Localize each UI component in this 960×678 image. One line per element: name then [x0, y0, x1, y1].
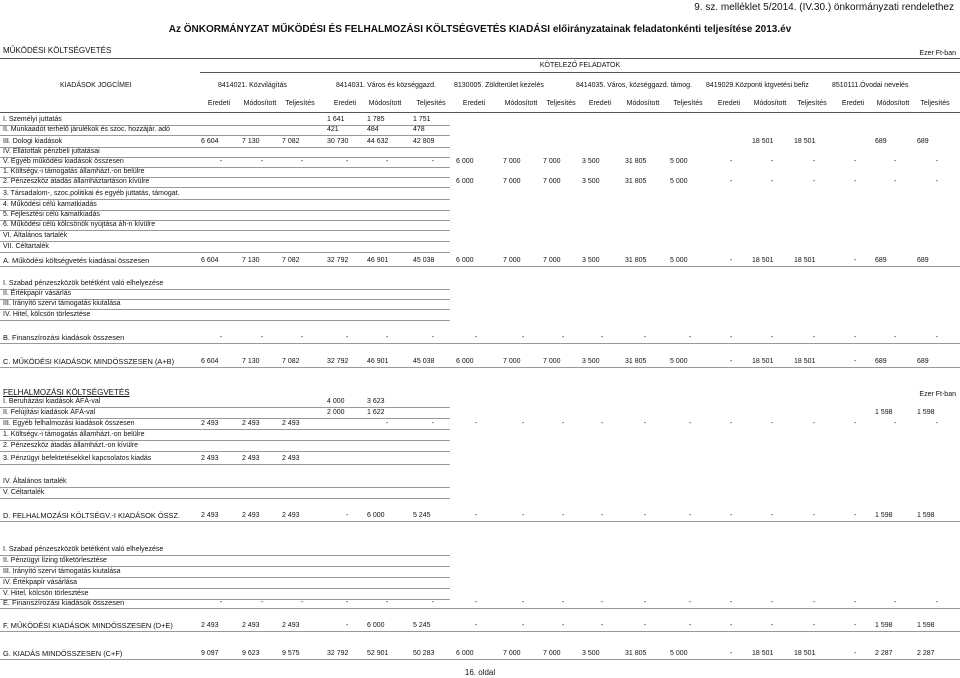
- table-cell: 32 792: [327, 358, 349, 365]
- table-cell: 7 000: [543, 257, 561, 264]
- table-cell: 18 501: [752, 358, 774, 365]
- table-cell: -: [688, 512, 692, 519]
- table-cell: 689: [917, 138, 929, 145]
- table-cell: -: [600, 622, 604, 629]
- table-cell: 6 604: [201, 358, 219, 365]
- table-cell: 42 809: [413, 138, 435, 145]
- table-cell: -: [688, 622, 692, 629]
- table-cell: -: [893, 158, 897, 165]
- column-header: Módosított: [626, 100, 660, 107]
- table-cell: 6 604: [201, 138, 219, 145]
- table-cell: 32 792: [327, 650, 349, 657]
- table-cell: -: [521, 599, 525, 606]
- row-label: 3. Társadalom-, szoc.politikai és egyéb juttatás, támogat.: [3, 190, 180, 197]
- table-cell: -: [853, 650, 857, 657]
- unit-label: Ezer Ft-ban: [919, 50, 956, 57]
- table-cell: 2 493: [201, 512, 219, 519]
- table-cell: -: [770, 599, 774, 606]
- table-cell: -: [893, 420, 897, 427]
- table-cell: -: [853, 257, 857, 264]
- table-cell: 3 500: [582, 358, 600, 365]
- table-cell: -: [521, 622, 525, 629]
- table-cell: 30 730: [327, 138, 349, 145]
- table-cell: 7 000: [543, 650, 561, 657]
- table-cell: 5 000: [670, 650, 688, 657]
- table-cell: 18 501: [752, 257, 774, 264]
- row-label: I. Beruházási kiadások ÁFÁ-val: [3, 398, 101, 405]
- row-divider: [0, 266, 960, 267]
- table-cell: -: [935, 420, 939, 427]
- table-cell: 9 097: [201, 650, 219, 657]
- table-cell: 2 287: [917, 650, 935, 657]
- row-label: II. Felújítási kiadások ÁFÁ-val: [3, 409, 96, 416]
- row-label: IV. Általános tartalék: [3, 478, 67, 485]
- table-cell: -: [385, 420, 389, 427]
- table-cell: -: [431, 599, 435, 606]
- column-header: Teljesítés: [797, 100, 827, 107]
- table-cell: 5 000: [670, 178, 688, 185]
- unit-label-capital: Ezer Ft-ban: [919, 391, 956, 398]
- column-header: Eredeti: [588, 100, 612, 107]
- table-cell: 1 598: [875, 409, 893, 416]
- row-label: VI. Általános tartalék: [3, 232, 68, 239]
- table-cell: -: [770, 334, 774, 341]
- table-cell: 689: [875, 257, 887, 264]
- task-header: 8414021. Közvilágítás: [218, 82, 287, 89]
- table-cell: 2 493: [201, 622, 219, 629]
- table-cell: -: [770, 512, 774, 519]
- table-cell: 4 000: [327, 398, 345, 405]
- table-cell: 2 000: [327, 409, 345, 416]
- table-cell: -: [729, 334, 733, 341]
- table-cell: -: [300, 158, 304, 165]
- table-cell: -: [260, 158, 264, 165]
- table-cell: 45 038: [413, 257, 435, 264]
- table-cell: 2 493: [201, 420, 219, 427]
- row-label: 3. Pénzügyi befektetésekkel kapcsolatos kiadás: [3, 455, 152, 462]
- table-cell: -: [561, 599, 565, 606]
- table-cell: -: [729, 257, 733, 264]
- row-label: V. Céltartalék: [3, 489, 45, 496]
- row-divider: [0, 631, 960, 632]
- table-cell: -: [643, 622, 647, 629]
- table-cell: 7 000: [503, 158, 521, 165]
- page-number: 16. oldal: [464, 668, 496, 677]
- table-cell: 7 000: [503, 358, 521, 365]
- table-cell: -: [474, 420, 478, 427]
- table-cell: 2 493: [242, 455, 260, 462]
- table-cell: -: [474, 622, 478, 629]
- table-cell: 1 785: [367, 116, 385, 123]
- table-cell: -: [260, 599, 264, 606]
- row-label: V. Hitel, kölcsön törlesztése: [3, 590, 89, 597]
- table-cell: -: [521, 420, 525, 427]
- table-cell: -: [431, 158, 435, 165]
- table-cell: 18 501: [794, 257, 816, 264]
- column-header: Módosított: [368, 100, 402, 107]
- table-cell: -: [935, 599, 939, 606]
- table-cell: 52 901: [367, 650, 389, 657]
- table-cell: 1 641: [327, 116, 345, 123]
- table-cell: 7 130: [242, 358, 260, 365]
- table-cell: 31 805: [625, 358, 647, 365]
- table-cell: 3 500: [582, 257, 600, 264]
- table-cell: 2 287: [875, 650, 893, 657]
- table-cell: 18 501: [794, 138, 816, 145]
- table-cell: 3 500: [582, 158, 600, 165]
- table-cell: 18 501: [794, 650, 816, 657]
- row-label: I. Szabad pénzeszközök betétként való elhelyezése: [3, 280, 164, 287]
- column-header: Módosított: [504, 100, 538, 107]
- table-cell: -: [219, 599, 223, 606]
- table-cell: -: [853, 158, 857, 165]
- table-cell: -: [729, 178, 733, 185]
- table-cell: -: [935, 334, 939, 341]
- table-cell: 478: [413, 126, 425, 133]
- table-cell: 7 000: [503, 178, 521, 185]
- table-cell: -: [770, 178, 774, 185]
- task-header: 8414035. Város, községgazd. támog.: [576, 82, 692, 89]
- table-cell: 1 598: [917, 409, 935, 416]
- table-cell: 5 245: [413, 622, 431, 629]
- table-cell: -: [893, 334, 897, 341]
- table-cell: -: [345, 334, 349, 341]
- table-cell: 7 082: [282, 257, 300, 264]
- table-cell: 1 751: [413, 116, 431, 123]
- table-cell: -: [893, 178, 897, 185]
- row-divider: [0, 187, 450, 188]
- table-cell: -: [893, 599, 897, 606]
- column-header: Eredeti: [462, 100, 486, 107]
- table-cell: -: [729, 650, 733, 657]
- table-cell: 3 623: [367, 398, 385, 405]
- table-cell: 689: [917, 358, 929, 365]
- row-divider: [0, 608, 960, 609]
- row-label: 2. Pénzeszköz átadás államháztartáson kívülre: [3, 178, 150, 185]
- row-divider: [0, 252, 450, 253]
- table-cell: 421: [327, 126, 339, 133]
- table-cell: 5 000: [670, 158, 688, 165]
- table-cell: 9 575: [282, 650, 300, 657]
- table-cell: -: [345, 512, 349, 519]
- table-cell: -: [688, 599, 692, 606]
- table-cell: -: [853, 358, 857, 365]
- table-cell: 6 000: [456, 257, 474, 264]
- row-divider: [0, 230, 450, 231]
- table-cell: -: [812, 334, 816, 341]
- table-cell: -: [643, 420, 647, 427]
- table-cell: -: [561, 420, 565, 427]
- table-cell: 7 000: [543, 178, 561, 185]
- table-cell: 7 000: [503, 257, 521, 264]
- table-cell: -: [643, 334, 647, 341]
- row-label: 4. Működési célú kamatkiadás: [3, 201, 97, 208]
- table-cell: -: [431, 420, 435, 427]
- table-cell: 2 493: [242, 622, 260, 629]
- column-header: Módosított: [753, 100, 787, 107]
- table-cell: -: [474, 334, 478, 341]
- task-header: 8419029.Központi ktgvetési befiz: [706, 82, 809, 89]
- table-cell: -: [688, 334, 692, 341]
- table-cell: -: [770, 420, 774, 427]
- table-cell: -: [345, 622, 349, 629]
- row-label: E. Finanszírozási kiadások összesen: [3, 598, 125, 607]
- table-cell: -: [474, 599, 478, 606]
- table-cell: -: [812, 420, 816, 427]
- table-cell: -: [385, 334, 389, 341]
- table-cell: -: [521, 512, 525, 519]
- row-divider: [0, 451, 450, 452]
- row-divider: [0, 498, 450, 499]
- table-cell: -: [219, 158, 223, 165]
- table-cell: 7 130: [242, 138, 260, 145]
- table-cell: 45 038: [413, 358, 435, 365]
- divider: [0, 112, 960, 113]
- table-cell: -: [688, 420, 692, 427]
- table-cell: -: [300, 599, 304, 606]
- task-header: 8130005. Zöldterület kezelés: [454, 82, 544, 89]
- table-cell: -: [219, 334, 223, 341]
- table-cell: -: [853, 512, 857, 519]
- row-label: VII. Céltartalék: [3, 243, 49, 250]
- table-cell: 3 500: [582, 650, 600, 657]
- row-label: D. FELHALMOZÁSI KÖLTSÉGV.-I KIADÁSOK ÖSSZ.: [3, 511, 181, 520]
- row-label: 5. Fejlesztési célú kamatkiadás: [3, 211, 100, 218]
- table-cell: 5 245: [413, 512, 431, 519]
- row-divider: [0, 343, 960, 344]
- table-cell: 3 500: [582, 178, 600, 185]
- table-cell: 2 493: [282, 420, 300, 427]
- row-header: KIADÁSOK JOGCÍMEI: [60, 82, 132, 89]
- row-divider: [0, 135, 450, 136]
- table-cell: -: [600, 420, 604, 427]
- table-cell: 1 598: [917, 512, 935, 519]
- table-cell: -: [812, 158, 816, 165]
- table-cell: -: [729, 512, 733, 519]
- group-header: KÖTELEZŐ FELADATOK: [539, 62, 621, 69]
- divider: [0, 58, 960, 59]
- row-label: V. Egyéb működési kiadások összesen: [3, 158, 124, 165]
- row-divider: [0, 320, 450, 321]
- row-label: II. Munkaadót terhelő járulékok és szoc. hozzájár. adó: [3, 126, 170, 133]
- column-header: Teljesítés: [673, 100, 703, 107]
- table-cell: -: [561, 334, 565, 341]
- row-label: II. Pénzügyi lízing tőketörlesztése: [3, 557, 107, 564]
- divider: [200, 72, 960, 73]
- table-cell: -: [643, 599, 647, 606]
- table-cell: -: [729, 158, 733, 165]
- row-divider: [0, 659, 960, 660]
- table-cell: -: [385, 599, 389, 606]
- table-cell: -: [345, 158, 349, 165]
- table-cell: 5 000: [670, 358, 688, 365]
- table-cell: -: [853, 334, 857, 341]
- row-label: F. MŰKÖDÉSI KIADÁSOK MINDÖSSZESEN (D+E): [3, 621, 173, 630]
- table-cell: 6 000: [456, 178, 474, 185]
- row-label: I. Személyi juttatás: [3, 116, 62, 123]
- table-cell: 31 805: [625, 257, 647, 264]
- row-label: B. Finanszírozási kiadások összesen: [3, 333, 125, 342]
- column-header: Módosított: [876, 100, 910, 107]
- table-cell: -: [729, 599, 733, 606]
- table-cell: 31 805: [625, 178, 647, 185]
- table-cell: 6 000: [456, 650, 474, 657]
- row-label: 1. Költségv.-i támogatás államházt.-on belülre: [3, 168, 145, 175]
- table-cell: -: [729, 358, 733, 365]
- table-cell: -: [770, 158, 774, 165]
- table-cell: 7 000: [503, 650, 521, 657]
- table-cell: 2 493: [242, 420, 260, 427]
- table-cell: -: [812, 512, 816, 519]
- table-cell: 18 501: [752, 650, 774, 657]
- row-label: I. Szabad pénzeszközök betétként való elhelyezése: [3, 546, 164, 553]
- table-cell: 6 000: [456, 158, 474, 165]
- table-cell: 1 622: [367, 409, 385, 416]
- table-cell: -: [812, 178, 816, 185]
- row-divider: [0, 521, 960, 522]
- table-cell: -: [260, 334, 264, 341]
- table-cell: 46 901: [367, 257, 389, 264]
- table-cell: -: [643, 512, 647, 519]
- column-header: Teljesítés: [546, 100, 576, 107]
- task-header: 8414031. Város és községgazd.: [336, 82, 437, 89]
- section-title-capital: FELHALMOZÁSI KÖLTSÉGVETÉS: [3, 388, 130, 397]
- table-cell: -: [853, 420, 857, 427]
- table-cell: 7 082: [282, 138, 300, 145]
- table-cell: 9 623: [242, 650, 260, 657]
- table-cell: 689: [875, 138, 887, 145]
- table-cell: -: [935, 178, 939, 185]
- table-cell: 31 805: [625, 650, 647, 657]
- table-cell: -: [345, 599, 349, 606]
- annex-reference: 9. sz. melléklet 5/2014. (IV.30.) önkormányzati rendelethez: [694, 2, 954, 13]
- table-cell: -: [561, 512, 565, 519]
- row-label: A. Működési költségvetés kiadásai összesen: [3, 256, 150, 265]
- table-cell: 5 000: [670, 257, 688, 264]
- table-cell: 2 493: [282, 512, 300, 519]
- table-cell: -: [521, 334, 525, 341]
- table-cell: 2 493: [282, 622, 300, 629]
- row-label: 1. Költségv.-i támogatás államházt.-on belülre: [3, 431, 145, 438]
- table-cell: 6 000: [367, 512, 385, 519]
- row-label: IV. Hitel, kölcsön törlesztése: [3, 311, 91, 318]
- table-cell: -: [561, 622, 565, 629]
- table-cell: -: [431, 334, 435, 341]
- table-cell: -: [770, 622, 774, 629]
- row-label: III. Irányító szervi támogatás kiutalása: [3, 568, 121, 575]
- row-divider: [0, 241, 450, 242]
- table-cell: 18 501: [794, 358, 816, 365]
- row-label: IV. Ellátottak pénzbeli juttatásai: [3, 148, 100, 155]
- table-cell: 689: [917, 257, 929, 264]
- table-cell: 6 604: [201, 257, 219, 264]
- row-divider: [0, 464, 450, 465]
- table-cell: -: [812, 599, 816, 606]
- page-title: Az ÖNKORMÁNYZAT MŰKÖDÉSI ÉS FELHALMOZÁSI KÖLTSÉGVETÉS KIADÁSI előirányzatainak feladatonkénti teljesítése 2013.év: [168, 24, 792, 35]
- table-cell: 7 082: [282, 358, 300, 365]
- row-label: III. Egyéb felhalmozási kiadások összesen: [3, 420, 135, 427]
- table-cell: -: [600, 334, 604, 341]
- table-cell: 484: [367, 126, 379, 133]
- table-cell: 32 792: [327, 257, 349, 264]
- table-cell: -: [474, 512, 478, 519]
- row-label: III. Dologi kiadások: [3, 138, 63, 145]
- table-cell: 31 805: [625, 158, 647, 165]
- section-title-operating: MŰKÖDÉSI KÖLTSÉGVETÉS: [3, 46, 112, 55]
- table-cell: 2 493: [242, 512, 260, 519]
- table-cell: -: [729, 420, 733, 427]
- column-header: Eredeti: [841, 100, 865, 107]
- row-label: II. Értékpapír vásárlás: [3, 290, 72, 297]
- table-cell: -: [600, 599, 604, 606]
- row-label: 2. Pénzeszköz átadás államházt.-on kívülre: [3, 442, 139, 449]
- column-header: Teljesítés: [416, 100, 446, 107]
- row-divider: [0, 487, 450, 488]
- table-cell: 44 632: [367, 138, 389, 145]
- table-cell: 6 000: [456, 358, 474, 365]
- row-label: 6. Működési célú kölcsönök nyújtása áh-n kívülre: [3, 221, 156, 228]
- table-cell: 50 283: [413, 650, 435, 657]
- table-cell: 7 000: [543, 158, 561, 165]
- row-label: III. Irányító szervi támogatás kiutalása: [3, 300, 121, 307]
- column-header: Eredeti: [207, 100, 231, 107]
- table-cell: -: [729, 622, 733, 629]
- column-header: Teljesítés: [920, 100, 950, 107]
- column-header: Eredeti: [717, 100, 741, 107]
- table-cell: 7 000: [543, 358, 561, 365]
- table-cell: -: [853, 178, 857, 185]
- table-cell: 689: [875, 358, 887, 365]
- table-cell: 6 000: [367, 622, 385, 629]
- task-header: 8510111.Óvodai nevelés: [832, 82, 909, 89]
- table-cell: 1 598: [875, 622, 893, 629]
- column-header: Teljesítés: [285, 100, 315, 107]
- table-cell: -: [300, 334, 304, 341]
- table-cell: 1 598: [875, 512, 893, 519]
- table-cell: -: [385, 158, 389, 165]
- table-cell: -: [600, 512, 604, 519]
- table-cell: 2 493: [282, 455, 300, 462]
- row-label: G. KIADÁS MINDÖSSZESEN (C+F): [3, 649, 123, 658]
- column-header: Módosított: [243, 100, 277, 107]
- table-cell: -: [853, 599, 857, 606]
- table-cell: -: [812, 622, 816, 629]
- row-divider: [0, 367, 960, 368]
- table-cell: 46 901: [367, 358, 389, 365]
- row-label: C. MŰKÖDÉSI KIADÁSOK MINDÖSSZESEN (A+B): [3, 357, 175, 366]
- row-label: IV. Értékpapír vásárlása: [3, 579, 78, 586]
- table-cell: 7 130: [242, 257, 260, 264]
- column-header: Eredeti: [333, 100, 357, 107]
- table-cell: -: [853, 622, 857, 629]
- table-cell: -: [935, 158, 939, 165]
- table-cell: 1 598: [917, 622, 935, 629]
- table-cell: 2 493: [201, 455, 219, 462]
- table-cell: 18 501: [752, 138, 774, 145]
